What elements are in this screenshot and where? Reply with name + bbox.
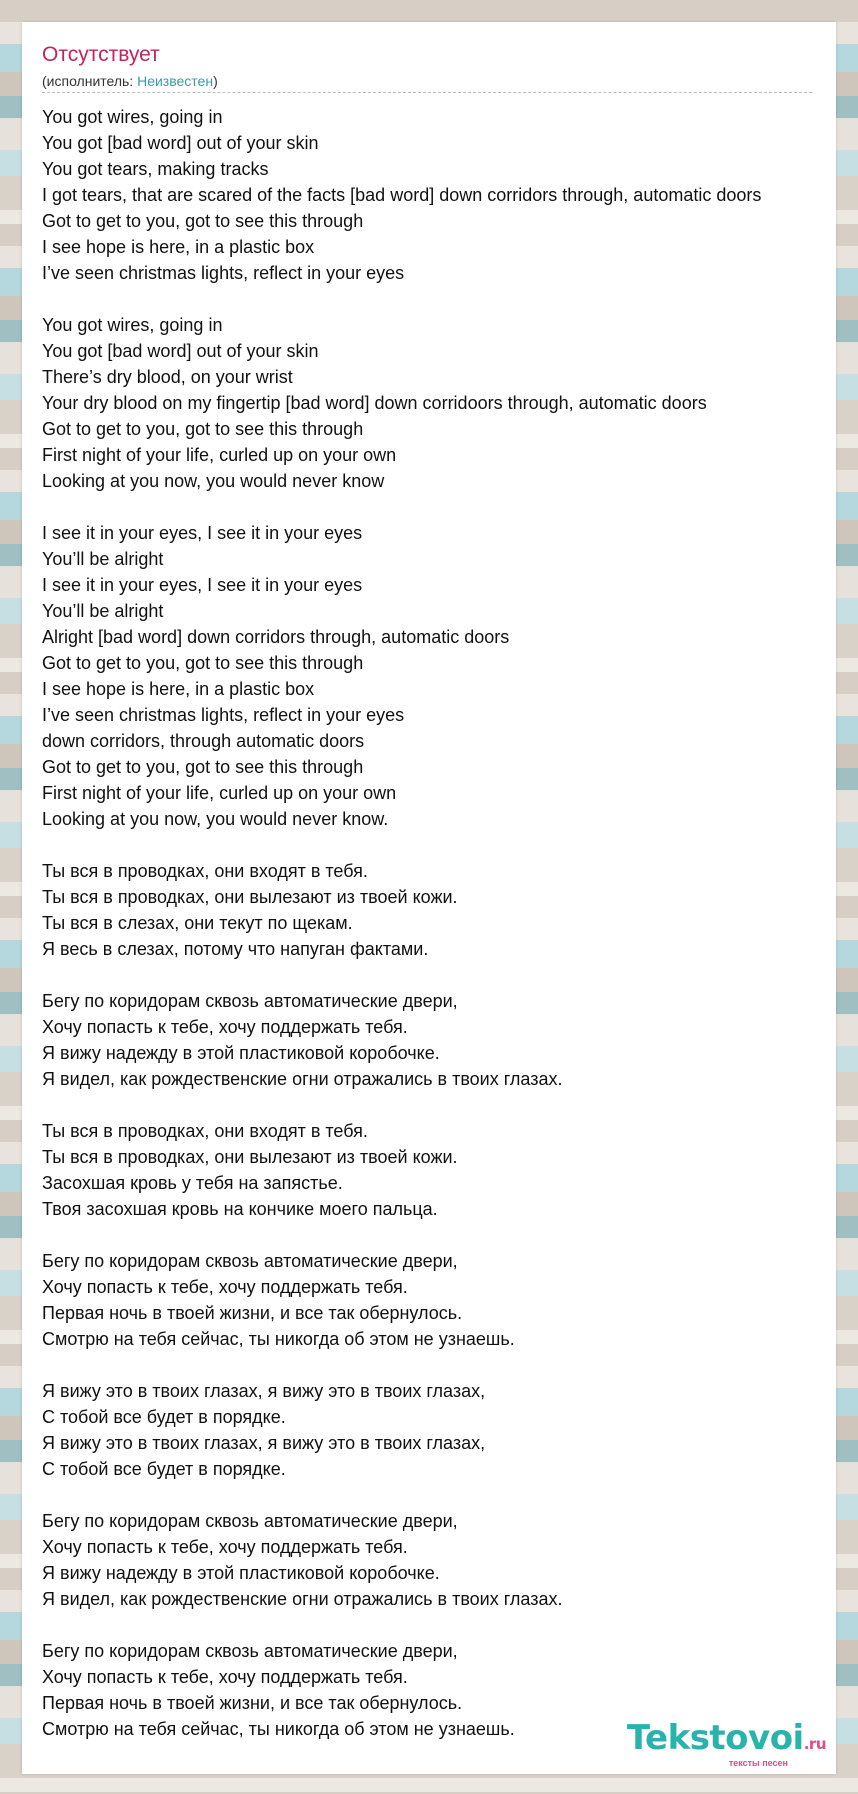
lyrics-line: Первая ночь в твоей жизни, и все так обернулось. <box>42 1693 463 1713</box>
lyrics-line: You got wires, going in <box>42 107 223 127</box>
lyrics-line: Смотрю на тебя сейчас, ты никогда об этом не узнаешь. <box>42 1329 515 1349</box>
song-title: Отсутствует <box>42 43 160 66</box>
lyrics-stanza <box>42 104 761 286</box>
site-logo[interactable] <box>627 1720 826 1768</box>
lyrics-stanza <box>42 858 761 962</box>
lyrics-line: Бегу по коридорам сквозь автоматические двери, <box>42 991 458 1011</box>
performer-line <box>42 72 218 90</box>
lyrics-line: Я вижу это в твоих глазах, я вижу это в твоих глазах, <box>42 1381 486 1401</box>
logo-tld: .ru <box>803 1735 826 1753</box>
lyrics-line: I see it in your eyes, I see it in your eyes <box>42 523 363 543</box>
lyrics-line: You’ll be alright <box>42 549 164 569</box>
lyrics-line: Хочу попасть к тебе, хочу поддержать тебя. <box>42 1017 408 1037</box>
lyrics-line: Твоя засохшая кровь на кончике моего пальца. <box>42 1199 438 1219</box>
performer-suffix: ) <box>213 73 218 89</box>
title-divider <box>42 92 812 93</box>
lyrics-line: Got to get to you, got to see this through <box>42 653 364 673</box>
lyrics-line: Я вижу надежду в этой пластиковой коробочке. <box>42 1043 440 1063</box>
lyrics-line: Я вижу это в твоих глазах, я вижу это в твоих глазах, <box>42 1433 486 1453</box>
lyrics-line: Got to get to you, got to see this through <box>42 211 364 231</box>
lyrics-line: You got [bad word] out of your skin <box>42 341 319 361</box>
lyrics-line: С тобой все будет в порядке. <box>42 1459 286 1479</box>
lyrics-stanza <box>42 1248 761 1352</box>
lyrics-line: Бегу по коридорам сквозь автоматические двери, <box>42 1251 458 1271</box>
artist-link[interactable]: Неизвестен <box>137 73 214 89</box>
lyrics-line: С тобой все будет в порядке. <box>42 1407 286 1427</box>
lyrics-stanza <box>42 1378 761 1482</box>
lyrics-stanza <box>42 988 761 1092</box>
performer-prefix: (исполнитель: <box>42 73 138 89</box>
lyrics-line: Хочу попасть к тебе, хочу поддержать тебя. <box>42 1667 408 1687</box>
lyrics-line: I see hope is here, in a plastic box <box>42 679 315 699</box>
lyrics-line: Ты вся в проводках, они вылезают из твоей кожи. <box>42 887 458 907</box>
lyrics-line: Я весь в слезах, потому что напуган фактами. <box>42 939 429 959</box>
lyrics-text <box>42 104 761 1768</box>
lyrics-line: Хочу попасть к тебе, хочу поддержать тебя. <box>42 1277 408 1297</box>
lyrics-stanza <box>42 520 761 832</box>
lyrics-line: Got to get to you, got to see this through <box>42 419 364 439</box>
lyrics-line: I see hope is here, in a plastic box <box>42 237 315 257</box>
lyrics-line: Got to get to you, got to see this through <box>42 757 364 777</box>
lyrics-line: I’ve seen christmas lights, reflect in your eyes <box>42 263 405 283</box>
lyrics-line: down corridors, through automatic doors <box>42 731 365 751</box>
lyrics-line: You’ll be alright <box>42 601 164 621</box>
logo-tagline: тексты песен <box>728 1758 788 1768</box>
lyrics-line: Looking at you now, you would never know. <box>42 809 389 829</box>
lyrics-line: I got tears, that are scared of the facts [bad word] down corridors through, automatic doors <box>42 185 762 205</box>
lyrics-line: You got [bad word] out of your skin <box>42 133 319 153</box>
lyrics-line: Бегу по коридорам сквозь автоматические двери, <box>42 1641 458 1661</box>
logo-name: Tekstovoi <box>626 1718 804 1758</box>
lyrics-line: I see it in your eyes, I see it in your eyes <box>42 575 363 595</box>
lyrics-line: Your dry blood on my fingertip [bad word] down corridoors through, automatic doors <box>42 393 707 413</box>
lyrics-line: Я видел, как рождественские огни отражались в твоих глазах. <box>42 1589 563 1609</box>
lyrics-line: Хочу попасть к тебе, хочу поддержать тебя. <box>42 1537 408 1557</box>
lyrics-stanza <box>42 1508 761 1612</box>
lyrics-line: Ты вся в проводках, они входят в тебя. <box>42 861 368 881</box>
lyrics-line: Первая ночь в твоей жизни, и все так обернулось. <box>42 1303 463 1323</box>
lyrics-line: Засохшая кровь у тебя на запястье. <box>42 1173 343 1193</box>
lyrics-line: You got tears, making tracks <box>42 159 269 179</box>
lyrics-stanza <box>42 1118 761 1222</box>
lyrics-line: Смотрю на тебя сейчас, ты никогда об этом не узнаешь. <box>42 1719 515 1739</box>
lyrics-card <box>22 22 836 1774</box>
lyrics-stanza <box>42 312 761 494</box>
lyrics-line: First night of your life, curled up on your own <box>42 783 397 803</box>
lyrics-line: There’s dry blood, on your wrist <box>42 367 293 387</box>
lyrics-line: Я вижу надежду в этой пластиковой коробочке. <box>42 1563 440 1583</box>
lyrics-line: Ты вся в слезах, они текут по щекам. <box>42 913 353 933</box>
lyrics-line: Looking at you now, you would never know <box>42 471 385 491</box>
lyrics-line: Ты вся в проводках, они вылезают из твоей кожи. <box>42 1147 458 1167</box>
lyrics-line: Alright [bad word] down corridors through, automatic doors <box>42 627 510 647</box>
lyrics-line: Я видел, как рождественские огни отражались в твоих глазах. <box>42 1069 563 1089</box>
lyrics-line: Бегу по коридорам сквозь автоматические двери, <box>42 1511 458 1531</box>
lyrics-line: First night of your life, curled up on your own <box>42 445 397 465</box>
lyrics-line: You got wires, going in <box>42 315 223 335</box>
lyrics-line: I’ve seen christmas lights, reflect in your eyes <box>42 705 405 725</box>
lyrics-line: Ты вся в проводках, они входят в тебя. <box>42 1121 368 1141</box>
